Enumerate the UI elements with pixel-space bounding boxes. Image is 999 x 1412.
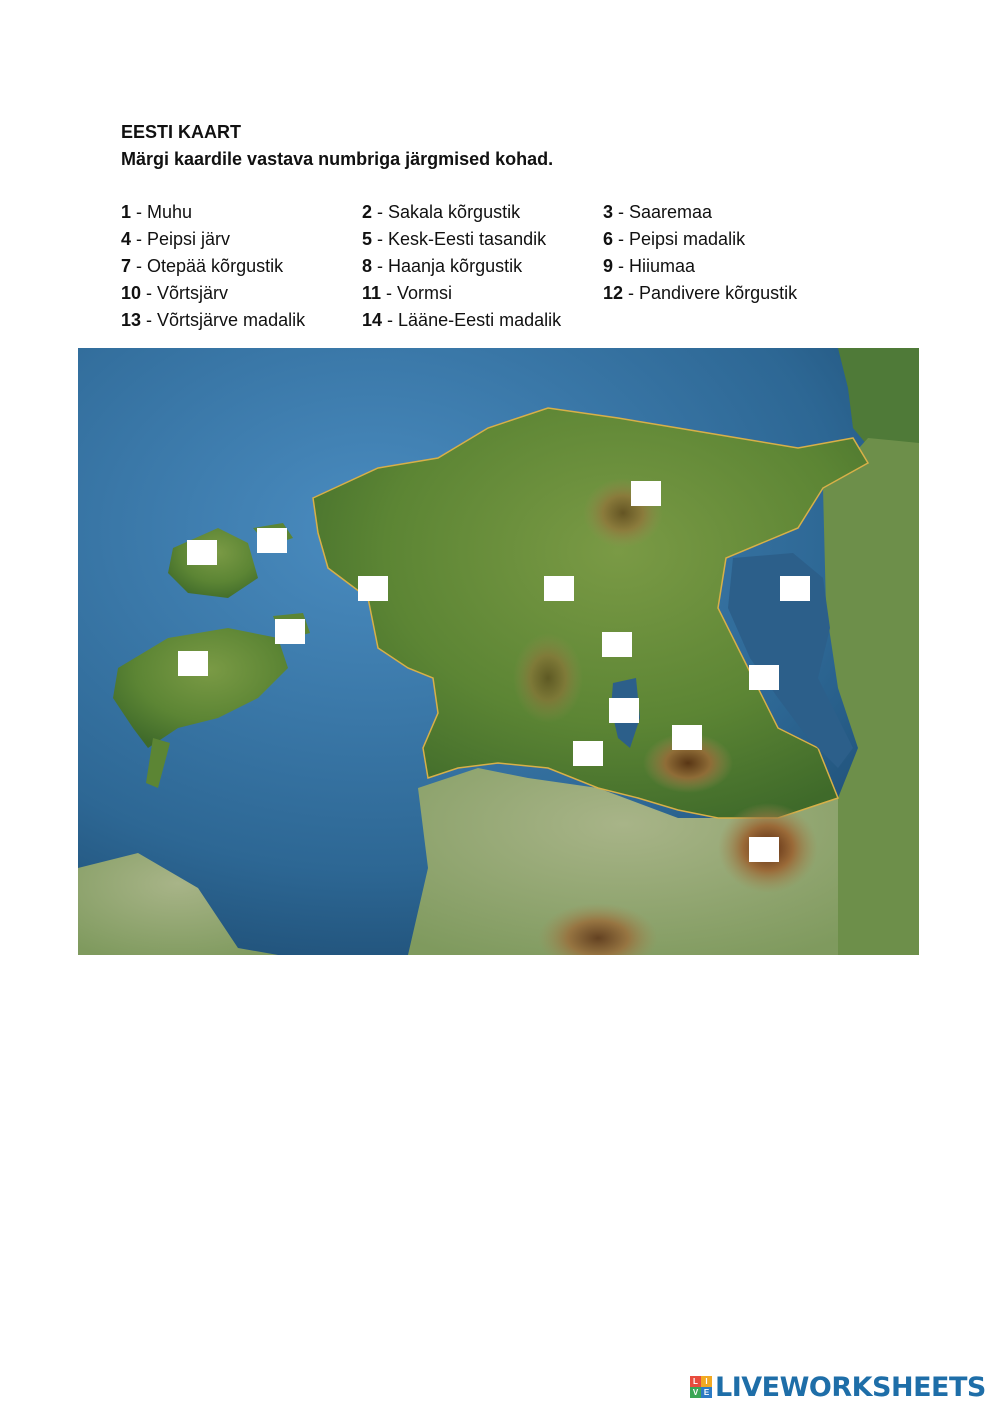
answer-box[interactable] (358, 576, 388, 601)
legend-item: 9 - Hiiumaa (603, 256, 696, 276)
estonia-map (78, 348, 919, 955)
liveworksheets-brand-text: LIVEWORKSHEETS (715, 1371, 986, 1403)
answer-box[interactable] (631, 481, 661, 506)
legend-item: 14 - Lääne-Eesti madalik (362, 310, 562, 330)
answer-box[interactable] (257, 528, 287, 553)
legend-item: 7 - Otepää kõrgustik (121, 256, 284, 276)
page-title: EESTI KAART (121, 122, 242, 142)
answer-box[interactable] (544, 576, 574, 601)
sakala-highland (513, 633, 583, 723)
answer-box[interactable] (749, 837, 779, 862)
legend-item: 2 - Sakala kõrgustik (362, 202, 521, 222)
answer-box[interactable] (749, 665, 779, 690)
legend-item: 13 - Võrtsjärve madalik (121, 310, 306, 330)
legend-item: 3 - Saaremaa (603, 202, 713, 222)
instruction-text: Märgi kaardile vastava numbriga järgmised kohad. (121, 149, 554, 169)
answer-box[interactable] (178, 651, 208, 676)
legend-item: 10 - Võrtsjärv (121, 283, 229, 303)
legend-row (121, 309, 881, 336)
answer-box[interactable] (780, 576, 810, 601)
liveworksheets-logo-icon: L I V E (690, 1376, 712, 1398)
legend (121, 201, 881, 336)
legend-item: 6 - Peipsi madalik (603, 229, 746, 249)
legend-row (121, 282, 881, 309)
legend-item: 1 - Muhu (121, 202, 193, 222)
answer-box[interactable] (672, 725, 702, 750)
legend-item: 8 - Haanja kõrgustik (362, 256, 523, 276)
legend-item: 11 - Vormsi (362, 283, 453, 303)
answer-box[interactable] (275, 619, 305, 644)
legend-row (121, 255, 881, 282)
legend-item: 12 - Pandivere kõrgustik (603, 283, 798, 303)
answer-box[interactable] (609, 698, 639, 723)
legend-row (121, 228, 881, 255)
legend-item: 5 - Kesk-Eesti tasandik (362, 229, 547, 249)
liveworksheets-logo[interactable] (690, 1372, 986, 1402)
legend-item: 4 - Peipsi järv (121, 229, 231, 249)
answer-box[interactable] (602, 632, 632, 657)
legend-row (121, 201, 881, 228)
answer-box[interactable] (187, 540, 217, 565)
answer-box[interactable] (573, 741, 603, 766)
